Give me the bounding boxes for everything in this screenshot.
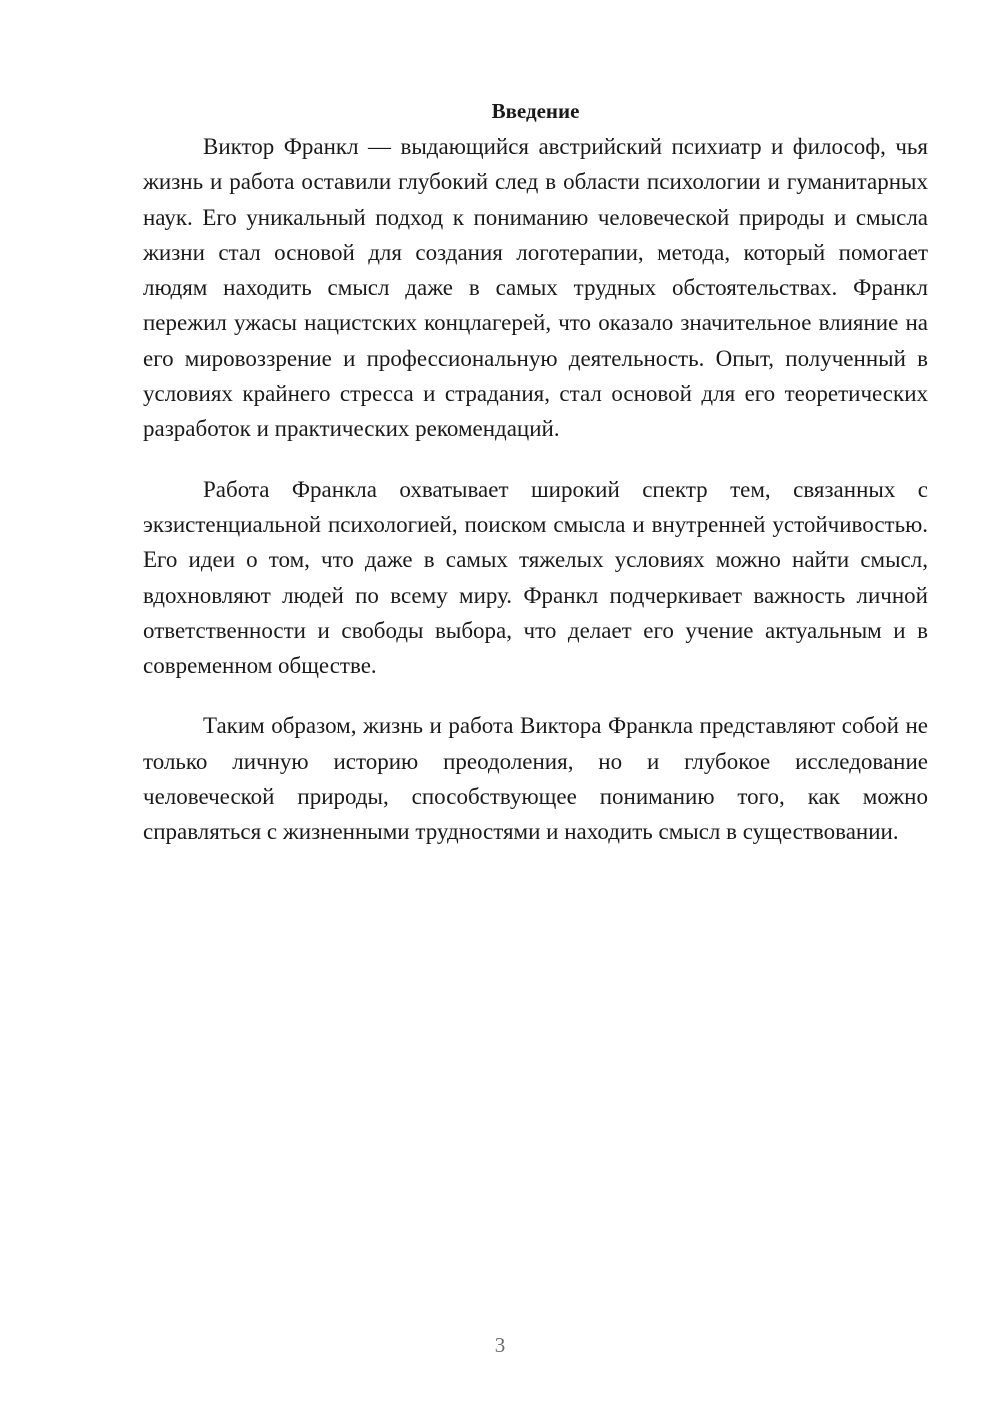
page-number: 3 (494, 1333, 506, 1357)
paragraph-2: Работа Франкла охватывает широкий спектр тем, связанных с экзистенциальной психологией, поиском смысла и внутренней устойчивостью. Его идеи о том, что даже в самых тяжелых условиях можно найти смысл, вдохновляют людей по всему миру. Франкл подчеркивает важность личной ответственности и свободы выбора, что делает его учение актуальным и в современном обществе. (143, 476, 928, 679)
paragraph-1: Виктор Франкл — выдающийся австрийский психиатр и философ, чья жизнь и работа оставили глубокий след в области психологии и гуманитарных наук. Его уникальный подход к пониманию человеческой природы и смысла жизни стал основой для создания логотерапии, метода, который помогает людям находить смысл даже в самых трудных обстоятельствах. Франкл пережил ужасы нацистских концлагерей, что оказало значительное влияние на его мировоззрение и профессиональную деятельность. Опыт, полученный в условиях крайнего стресса и страдания, стал основой для его теоретических разработок и практических рекомендаций. (143, 134, 928, 442)
paragraph-3: Таким образом, жизнь и работа Виктора Франкла представляют собой не только личную историю преодоления, но и глубокое исследование человеческой природы, способствующее пониманию того, как можно справляться с жизненными трудностями и находить смысл в существовании. (143, 713, 928, 845)
section-heading: Введение (491, 99, 580, 123)
page-content (143, 94, 928, 850)
